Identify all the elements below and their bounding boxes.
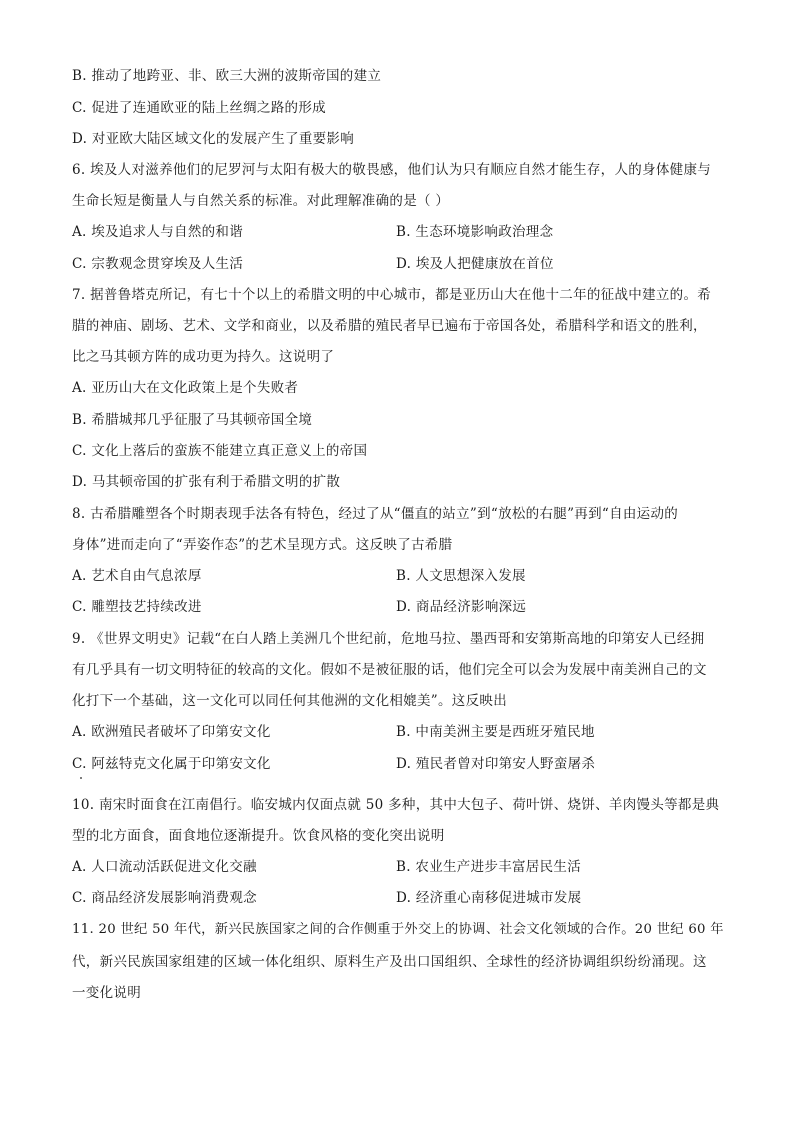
q10-option-b: B. 农业生产进步丰富居民生活 [396,859,582,875]
q5-option-b: B. 推动了地跨亚、非、欧三大洲的波斯帝国的建立 [72,68,382,84]
q9-option-c: C. 阿兹特克文化属于印第安文化 [72,756,271,772]
q6-option-c: C. 宗教观念贯穿埃及人生活 [72,256,244,272]
q7-option-c: C. 文化上落后的蛮族不能建立真正意义上的帝国 [72,443,368,459]
q9-option-a: A. 欧洲殖民者破坏了印第安文化 [72,724,271,740]
q10-stem-line-1: 10. 南宋时面食在江南倡行。临安城内仅面点就 50 多种，其中大包子、荷叶饼、烧饼、羊肉馒头等都是典 [72,797,720,813]
q6-option-b: B. 生态环境影响政治理念 [396,224,554,240]
q10-option-a: A. 人口流动活跃促进文化交融 [72,859,257,875]
q9-stem-line-3: 化打下一个基础，这一文化可以同任何其他洲的文化相媲美”。这反映出 [72,693,508,709]
q7-stem-line-2: 腊的神庙、剧场、艺术、文学和商业，以及希腊的殖民者早已遍布于帝国各处，希腊科学和语文的胜利， [72,318,707,334]
q7-stem-line-1: 7. 据普鲁塔克所记，有七十个以上的希腊文明的中心城市，都是亚历山大在他十二年的征战中建立的。希 [72,287,712,303]
q8-option-d: D. 商品经济影响深远 [396,599,527,615]
q9-stem-line-2: 有几乎具有一切文明特征的较高的文化。假如不是被征服的话，他们完全可以会为发展中南美洲自己的文 [72,662,707,678]
q6-stem-line-1: 6. 埃及人对滋养他们的尼罗河与太阳有极大的敬畏感，他们认为只有顺应自然才能生存，人的身体健康与 [72,162,712,178]
q8-stem-line-2: 身体”进而走向了“弄姿作态”的艺术呈现方式。这反映了古希腊 [72,537,453,553]
q11-stem-line-2: 代，新兴民族国家组建的区域一体化组织、原料生产及出口国组织、全球性的经济协调组织纷纷涌现。这 [72,954,707,970]
q11-stem-line-3: 一变化说明 [72,985,141,1001]
q7-stem-line-3: 比之马其顿方阵的成功更为持久。这说明了 [72,349,335,365]
q10-option-d: D. 经济重心南移促进城市发展 [396,890,582,906]
q8-option-b: B. 人文思想深入发展 [396,568,526,584]
q9-option-d: D. 殖民者曾对印第安人野蛮屠杀 [396,756,596,772]
q10-stem-line-2: 型的北方面食，面食地位逐渐提升。饮食风格的变化突出说明 [72,828,445,844]
q7-option-a: A. 亚历山大在文化政策上是个失败者 [72,380,299,396]
q6-option-d: D. 埃及人把健康放在首位 [396,256,554,272]
q6-option-a: A. 埃及追求人与自然的和谐 [72,224,244,240]
q9-option-b: B. 中南美洲主要是西班牙殖民地 [396,724,595,740]
q10-option-c: C. 商品经济发展影响消费观念 [72,890,257,906]
q5-option-c: C. 促进了连通欧亚的陆上丝绸之路的形成 [72,100,326,116]
q11-stem-line-1: 11. 20 世纪 50 年代，新兴民族国家之间的合作侧重于外交上的协调、社会文化领域的合作。20 世纪 60 年 [72,922,724,937]
q5-option-d: D. 对亚欧大陆区域文化的发展产生了重要影响 [72,131,355,147]
q8-option-a: A. 艺术自由气息浓厚 [72,568,202,584]
stray-dot-mark [80,777,82,779]
q6-stem-line-2: 生命长短是衡量人与自然关系的标准。对此理解准确的是（ ） [72,193,450,209]
q7-option-d: D. 马其顿帝国的扩张有利于希腊文明的扩散 [72,474,341,490]
q7-option-b: B. 希腊城邦几乎征服了马其顿帝国全境 [72,412,313,428]
q8-stem-line-1: 8. 古希腊雕塑各个时期表现手法各有特色，经过了从“僵直的站立”到“放松的右腿”再到“自由运动的 [72,506,679,522]
q9-stem-line-1: 9. 《世界文明史》记载“在白人踏上美洲几个世纪前，危地马拉、墨西哥和安第斯高地的印第安人已经拥 [72,631,705,647]
q8-option-c: C. 雕塑技艺持续改进 [72,599,202,615]
